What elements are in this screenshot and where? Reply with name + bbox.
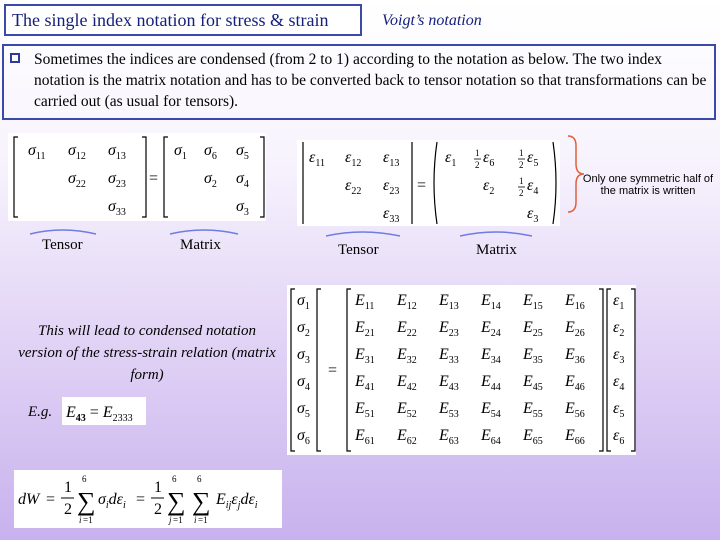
svg-text:E11: $E_{11}$ [355,292,375,312]
svg-text:6: 6 [82,474,87,484]
svg-text:6: 6 [197,474,202,484]
slide-subtitle: Voigt’s notation [382,12,482,29]
svg-text:σ6: $\sigma_6$ [297,427,310,447]
svg-text:E26: $E_{26}$ [565,319,585,339]
svg-text:E53: $E_{53}$ [439,400,459,420]
svg-text:=: = [46,491,56,508]
svg-text:σ22: $\sigma_{22}$ [68,170,86,190]
intro-text: Sometimes the indices are condensed (from 2 to 1) according to the notation as below. The two index notation is the matrix notation and has to be converted back to tensor notation so that transformations can be carried out (as usual for tensors). [34,51,707,110]
svg-text:σ2: $\sigma_2$ [204,170,217,190]
svg-text:2: 2 [519,160,524,170]
svg-text:Eijεjdεi: $E_{ij}\varepsilon_jd\varepsilon_i$ [216,491,258,511]
svg-text:E13: $E_{13}$ [439,292,459,312]
svg-text:E46: $E_{46}$ [565,373,585,393]
svg-text:ε22: $\varepsilon_{22}$ [345,177,362,197]
svg-text:E12: $E_{12}$ [397,292,417,312]
svg-text:σ3: $\sigma_3$ [297,346,310,366]
svg-text:E56: $E_{56}$ [565,400,585,420]
svg-text:ε33: $\varepsilon_{33}$ [383,205,400,225]
svg-text:6: 6 [172,474,177,484]
svg-text:E63: $E_{63}$ [439,427,459,447]
svg-text:2: 2 [154,501,162,518]
svg-text:σ13: $\sigma_{13}$ [108,142,126,162]
svg-text:=: = [417,177,427,194]
svg-text:E62: $E_{62}$ [397,427,417,447]
svg-text:σ1: $\sigma_1$ [297,292,310,312]
label-tensor-left: Tensor [42,237,83,253]
svg-text:i: i [79,515,82,525]
label-tensor-right: Tensor [338,242,379,258]
svg-text:E54: $E_{54}$ [481,400,501,420]
svg-text:E64: $E_{64}$ [481,427,501,447]
svg-text:E65: $E_{65}$ [523,427,543,447]
svg-text:E55: $E_{55}$ [523,400,543,420]
svg-text:=: = [149,170,159,187]
svg-text:E33: $E_{33}$ [439,346,459,366]
svg-text:dW: dW [18,491,40,508]
svg-text:=1: =1 [83,515,93,525]
svg-text:E35: $E_{35}$ [523,346,543,366]
svg-text:σ5: $\sigma_5$ [236,142,249,162]
svg-text:E45: $E_{45}$ [523,373,543,393]
eg-label: E.g. [28,404,53,420]
svg-text:ε6: $\varepsilon_6$ [613,427,625,447]
svg-text:σ6: $\sigma_6$ [204,142,217,162]
svg-text:ε2: $\varepsilon_2$ [613,319,625,339]
svg-text:σ4: $\sigma_4$ [236,170,249,190]
stress-voigt-equation [8,133,266,221]
svg-text:E15: $E_{15}$ [523,292,543,312]
svg-text:E25: $E_{25}$ [523,319,543,339]
svg-text:1: 1 [154,479,162,496]
svg-text:E14: $E_{14}$ [481,292,501,312]
label-matrix-right: Matrix [476,242,517,258]
symmetric-half-note: Only one symmetric half of the matrix is written [582,173,714,197]
strain-voigt-equation [297,140,560,226]
svg-text:E31: $E_{31}$ [355,346,375,366]
svg-text:E43 = E2333: $E_{43} = E_{2333}$ [66,404,133,424]
svg-text:E22: $E_{22}$ [397,319,417,339]
svg-text:1: 1 [519,148,524,158]
index-example-equation [62,397,146,425]
svg-text:E32: $E_{32}$ [397,346,417,366]
svg-text:E44: $E_{44}$ [481,373,501,393]
svg-text:E41: $E_{41}$ [355,373,375,393]
svg-text:=1: =1 [198,515,208,525]
svg-text:=1: =1 [173,515,183,525]
label-matrix-left: Matrix [180,237,221,253]
svg-text:2: 2 [64,501,72,518]
svg-text:2: 2 [519,188,524,198]
svg-text:i: i [194,515,197,525]
svg-text:σ5: $\sigma_5$ [297,400,310,420]
svg-text:ε6: $\varepsilon_6$ [483,149,495,169]
svg-text:σ12: $\sigma_{12}$ [68,142,86,162]
svg-text:∑: ∑ [77,487,96,516]
svg-text:E24: $E_{24}$ [481,319,501,339]
svg-text:σ1: $\sigma_1$ [174,142,187,162]
strain-energy-equation [14,470,282,528]
svg-text:E16: $E_{16}$ [565,292,585,312]
slide-title: The single index notation for stress & strain [4,4,362,36]
svg-text:σ23: $\sigma_{23}$ [108,170,126,190]
svg-text:E23: $E_{23}$ [439,319,459,339]
stress-strain-matrix-equation [287,285,636,455]
svg-text:ε2: $\varepsilon_2$ [483,177,495,197]
svg-text:E42: $E_{42}$ [397,373,417,393]
svg-text:ε23: $\varepsilon_{23}$ [383,177,400,197]
svg-text:∑: ∑ [167,487,186,516]
svg-text:∑: ∑ [192,487,211,516]
svg-text:ε13: $\varepsilon_{13}$ [383,149,400,169]
svg-text:ε1: $\varepsilon_1$ [445,149,457,169]
svg-text:1: 1 [475,148,480,158]
svg-text:E43: $E_{43}$ [439,373,459,393]
svg-text:ε3: $\varepsilon_3$ [613,346,625,366]
svg-text:E52: $E_{52}$ [397,400,417,420]
svg-text:E51: $E_{51}$ [355,400,375,420]
svg-text:E61: $E_{61}$ [355,427,375,447]
svg-text:ε4: $\varepsilon_4$ [613,373,625,393]
svg-text:σ11: $\sigma_{11}$ [28,142,46,162]
svg-text:ε4: $\varepsilon_4$ [527,177,539,197]
square-bullet-icon [10,53,20,63]
svg-text:ε3: $\varepsilon_3$ [527,205,539,225]
svg-text:ε5: $\varepsilon_5$ [527,149,539,169]
svg-text:ε1: $\varepsilon_1$ [613,292,625,312]
svg-text:σ3: $\sigma_3$ [236,198,249,218]
svg-text:1: 1 [64,479,72,496]
lead-text: This will lead to condensed notation version of the stress-strain relation (matrix form) [18,323,276,383]
svg-text:E34: $E_{34}$ [481,346,501,366]
svg-text:σ4: $\sigma_4$ [297,373,310,393]
svg-text:2: 2 [475,160,480,170]
svg-text:j: j [169,515,172,525]
svg-text:σ2: $\sigma_2$ [297,319,310,339]
svg-text:E36: $E_{36}$ [565,346,585,366]
svg-text:=: = [328,362,338,379]
svg-text:ε5: $\varepsilon_5$ [613,400,625,420]
svg-text:1: 1 [519,176,524,186]
svg-text:ε12: $\varepsilon_{12}$ [345,149,362,169]
svg-text:σ33: $\sigma_{33}$ [108,198,126,218]
svg-text:ε11: $\varepsilon_{11}$ [309,149,325,169]
svg-text:=: = [136,491,146,508]
svg-text:E66: $E_{66}$ [565,427,585,447]
svg-text:σidεi: $\sigma_id\varepsilon_i$ [98,491,126,511]
svg-text:E21: $E_{21}$ [355,319,375,339]
